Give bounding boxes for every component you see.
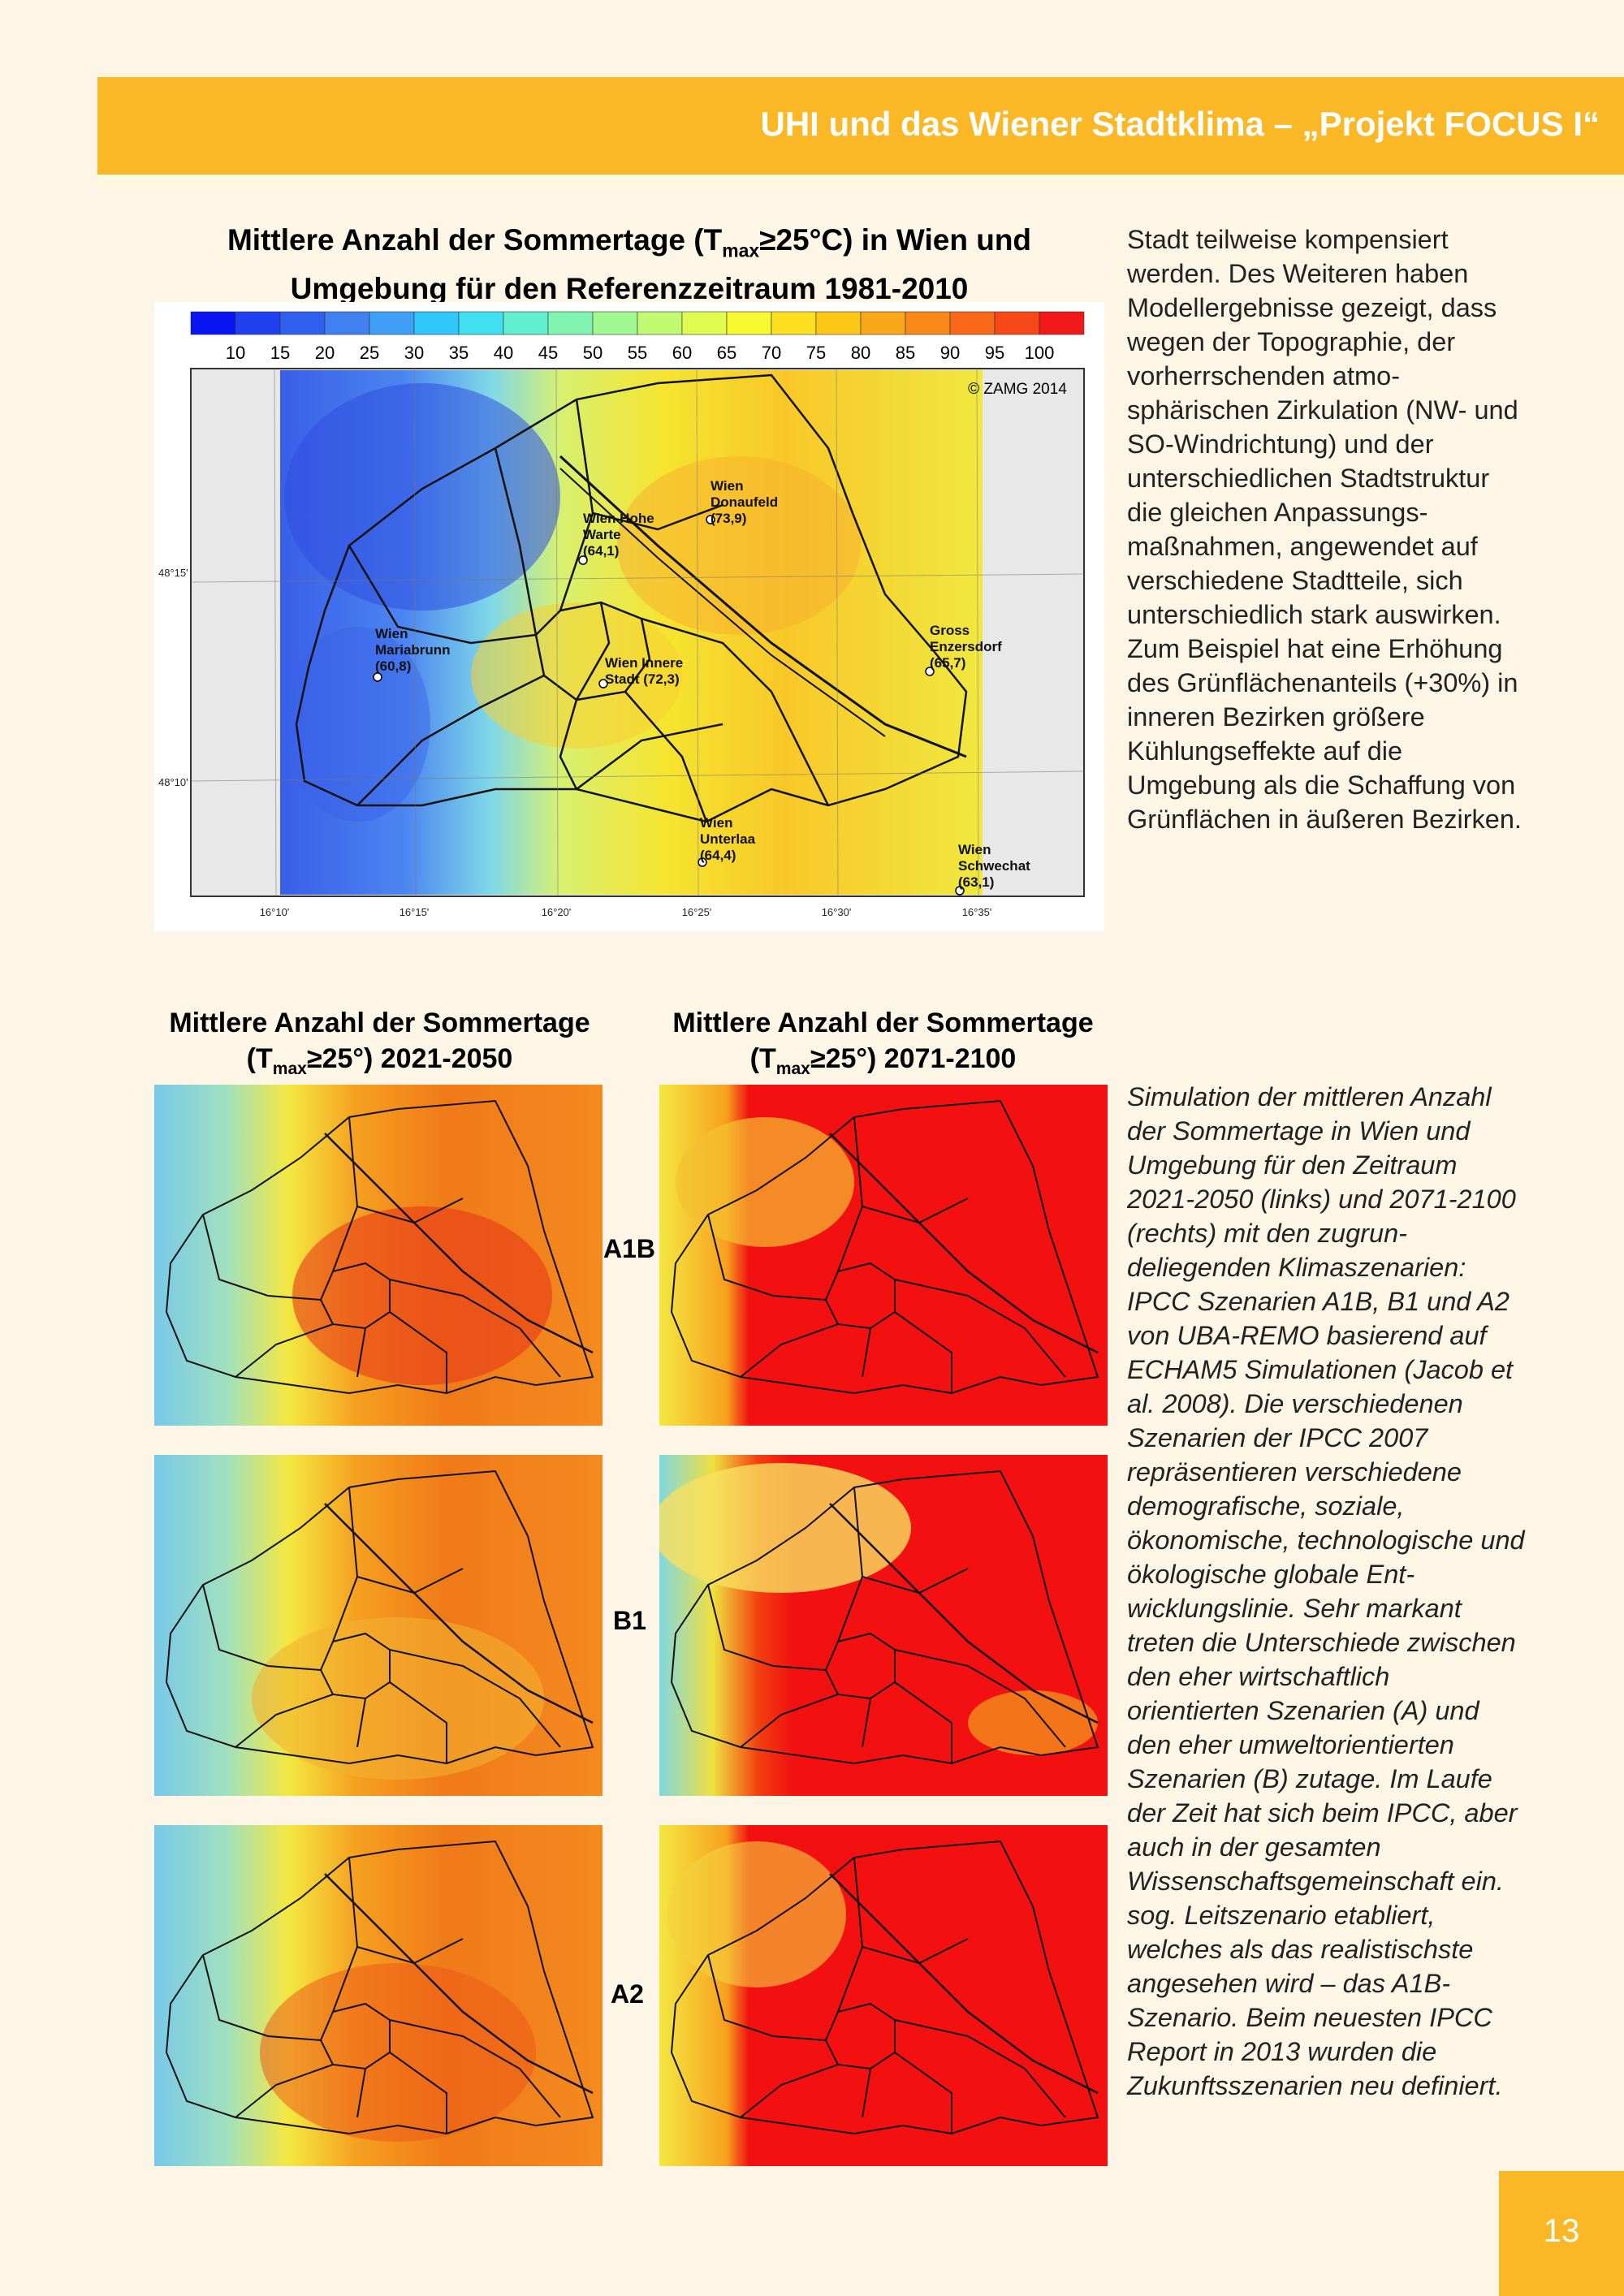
- legend-swatch: [995, 312, 1039, 334]
- legend-tick: 25: [359, 343, 380, 363]
- legend-tick: 70: [761, 343, 782, 363]
- lon-label: 16°30': [821, 906, 852, 918]
- map-2021-2050-a2: [154, 1825, 603, 2166]
- color-legend: [191, 312, 1084, 334]
- scenario-label-b1: B1: [613, 1606, 646, 1635]
- legend-tick: 85: [895, 343, 916, 363]
- legend-swatch: [369, 312, 414, 334]
- legend-swatch: [637, 312, 682, 334]
- map-2071-2100-a1b: [659, 1085, 1108, 1426]
- legend-tick: 30: [404, 343, 425, 363]
- legend-swatch: [771, 312, 816, 334]
- lon-label: 16°35': [961, 906, 992, 918]
- legend-tick: 65: [716, 343, 737, 363]
- figure-caption: Simulation der mittleren Anzahl der Sommertage in Wien und Umgebung für den Zeitraum 2021-2050 (links) und 2071-2100 (rechts) mit den zugrundeliegenden Klimaszenarien: IPCC Szenarien A1B, B1 und A2 von UBA-REMO basierend auf ECHAM5 Simulationen (Jacob et al. 2008). Die verschiedenen Szenarien der IPCC 2007 repräsentieren verschiedene demografische, soziale, ökonomische, technologische und ökologische globale Entwicklungslinie. Sehr markant treten die Unterschiede zwischen den eher wirtschaftlich orientierten Szenarien (A) und den eher umweltorientierten Szenarien (B) zutage. Im Laufe der Zeit hat sich beim IPCC, aber auch in der gesamten Wissenschaftsgemeinschaft ein. sog. Leitszenario etabliert, welches als das realistischste angesehen wird – das A1B-Szenario. Beim neuesten IPCC Report in 2013 wurden die Zukunftsszenarien neu definiert.: [1127, 1082, 1525, 2100]
- legend-tick: 10: [225, 343, 246, 363]
- page-number: 13: [1543, 2213, 1580, 2249]
- legend-tick: 20: [314, 343, 335, 363]
- legend-swatch: [682, 312, 727, 334]
- legend-swatch: [459, 312, 503, 334]
- legend-tick: 100: [1024, 343, 1055, 363]
- station-label: Wien Unterlaa (64,4): [700, 815, 756, 863]
- legend-swatch: [950, 312, 995, 334]
- header-divider: [97, 175, 1624, 191]
- map-2021-2050-b1: [154, 1455, 603, 1796]
- station-label: Wien Donaufeld (73,9): [710, 478, 779, 526]
- legend-swatch: [861, 312, 905, 334]
- station-label: Gross Enzersdorf (65,7): [930, 623, 1002, 671]
- lon-label: 16°10': [259, 906, 290, 918]
- legend-tick: 90: [939, 343, 961, 363]
- lon-label: 16°20': [541, 906, 572, 918]
- lat-label: 48°10': [158, 776, 188, 788]
- scenario-label-a2: A2: [611, 1979, 644, 2009]
- legend-swatch: [280, 312, 325, 334]
- legend-tick: 45: [538, 343, 559, 363]
- map-2071-2100-b1: [659, 1455, 1108, 1796]
- legend-swatch: [191, 312, 235, 334]
- legend-swatch: [548, 312, 593, 334]
- legend-tick: 40: [493, 343, 514, 363]
- scenario-label-a1b: A1B: [603, 1234, 656, 1263]
- legend-tick: 15: [270, 343, 291, 363]
- legend-tick: 80: [850, 343, 871, 363]
- lat-label: 48°15': [158, 567, 188, 579]
- station-label: Wien Innere Stadt (72,3): [605, 655, 684, 687]
- legend-swatch: [235, 312, 280, 334]
- legend-tick: 35: [448, 343, 469, 363]
- map-2021-2050-a1b: [154, 1085, 603, 1426]
- page-number-box: [1499, 2171, 1624, 2296]
- legend-tick: 60: [672, 343, 693, 363]
- station-label: Wien Hohe Warte (64,1): [583, 511, 654, 559]
- map-2071-2100-a2: [659, 1825, 1108, 2166]
- main-map-title: Mittlere Anzahl der Sommertage $(T_{max}\ge 25^\circ C)$ in Wien und Umgebung für den Referenzzeitraum 1981-2010: [227, 223, 1032, 306]
- legend-swatch: [593, 312, 637, 334]
- legend-swatch: [1039, 312, 1084, 334]
- left-column-title: Mittlere Anzahl der Sommertage $(T_{max}\ge 25^\circ)$ 2021-2050: [169, 1008, 590, 1078]
- legend-tick: 50: [582, 343, 603, 363]
- station-label: Wien Mariabrunn (60,8): [375, 626, 451, 674]
- legend-tick: 55: [627, 343, 648, 363]
- body-text: Stadt teilweise kompensiert werden. Des Weiteren haben Modellergebnisse gezeigt, dass wegen der Topographie, der vorherrschenden atmosphärischen Zirkulation (NW- und SO-Windrichtung) und der unterschiedlichen Stadtstruktur die gleichen Anpassungsmaßnahmen, angewendet auf verschiedene Stadtteile, sich unterschiedlich stark auswirken. Zum Beispiel hat eine Erhöhung des Grünflächenanteils (+30%) in inneren Bezirken größere Kühlungseffekte auf die Umgebung als die Schaffung von Grünflächen in äußeren Bezirken.: [1127, 225, 1522, 834]
- legend-tick: 75: [806, 343, 827, 363]
- lon-label: 16°25': [681, 906, 712, 918]
- lon-label: 16°15': [399, 906, 430, 918]
- legend-swatch: [414, 312, 459, 334]
- legend-tick-labels: [226, 343, 1055, 363]
- legend-tick: 95: [984, 343, 1005, 363]
- main-map-figure: [154, 302, 1104, 931]
- legend-swatch: [503, 312, 548, 334]
- header-title: UHI und das Wiener Stadtklima – „Projekt FOCUS I“: [760, 105, 1600, 143]
- map-copyright: © ZAMG 2014: [968, 381, 1067, 398]
- station-label: Wien Schwechat (63,1): [958, 842, 1030, 890]
- legend-swatch: [816, 312, 861, 334]
- legend-swatch: [727, 312, 771, 334]
- header-bar: [97, 77, 1624, 175]
- legend-swatch: [325, 312, 369, 334]
- cool-zone: [284, 383, 560, 611]
- right-column-title: Mittlere Anzahl der Sommertage $(T_{max}\ge 25^\circ)$ 2071-2100: [672, 1008, 1094, 1078]
- legend-swatch: [905, 312, 950, 334]
